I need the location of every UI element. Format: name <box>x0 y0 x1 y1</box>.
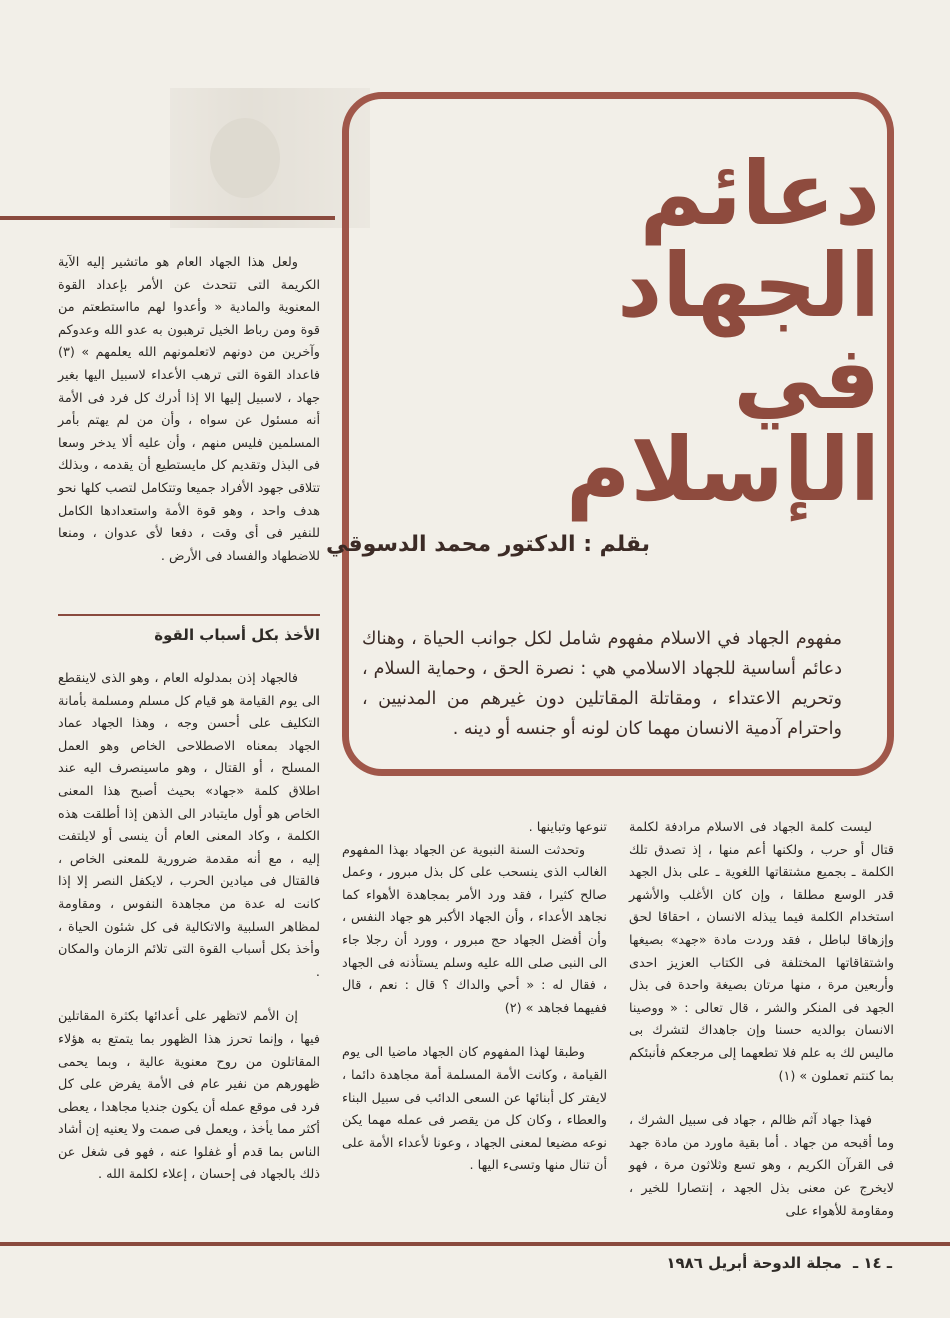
section-heading: الأخذ بكل أسباب القوة <box>154 626 320 644</box>
footer-divider <box>0 1242 950 1246</box>
top-divider <box>0 216 335 220</box>
faded-photo-strip <box>170 88 370 228</box>
paragraph: تنوعها وتباينها . <box>528 820 607 835</box>
title-line: الجهاد <box>617 234 880 337</box>
paragraph: فهذا جهاد آثم ظالم ، جهاد فى سبيل الشرك ، وما أقبحه من جهاد . أما بقية ماورد من مادة جهد فى القرآن الكريم ، وهو تسع وثلاثون مرة ، فهو لايخرج عن معنى بذل الجهد ، إنتصارا للخير ، ومقاومة للأهواء على <box>629 1113 894 1219</box>
section-divider <box>58 614 320 616</box>
right-column <box>629 817 894 1223</box>
paragraph: فالجهاد إذن بمدلوله العام ، وهو الذى لاينقطع الى يوم القيامة هو قيام كل مسلم ومسلمة بأمانة التكليف على أحسن وجه ، وهذا الجهاد عماد الجهاد بمعناه الاصطلاحى الخاص وهو العمل المسلح ، أو القتال ، وهو ماسينصرف اليه عند اطلاق كلمة «جهاد» بحيث أصبح هذا المعنى الخاص هو أول مايتبادر الى الذهن إذا أطلقت هذه الكلمة ، وكاد المعنى العام أن ينسى أو لايلتفت إليه ، مع أنه مقدمة ضرورية للمعنى الخاص ، فالقتال فى ميادين الحرب ، لايكفل النصر إلا إذا كانت له عدة من مجاهدة النفوس ، ومقاومة لمظاهر السلبية والاتكالية فى كل شئون الحياة ، وأخذ بكل أسباب القوة التى تلائم الزمان والمكان . <box>58 671 320 980</box>
left-column-bottom <box>58 668 320 1187</box>
page-footer <box>666 1254 892 1272</box>
magazine-issue: مجلة الدوحة أبريل ١٩٨٦ <box>666 1254 842 1272</box>
title-line: في <box>733 326 880 429</box>
left-column-top <box>58 252 320 568</box>
paragraph: وطبقا لهذا المفهوم كان الجهاد ماضيا الى يوم القيامة ، وكانت الأمة المسلمة أمة مجاهدة دائما ، لايفتر كل أبنائها عن السعى الدائب فى سبيل البناء والعطاء ، وكان كل من يقصر فى عمله مهما يكن نوعه مضيعا لمعنى الجهاد ، وعونا لأعداء الأمة على أن تنال منها وتسىء اليها . <box>342 1045 607 1174</box>
paragraph: ولعل هذا الجهاد العام هو ماتشير إليه الآية الكريمة التى تتحدث عن الأمر بإعداد القوة المعنوية والمادية « وأعدوا لهم مااستطعتم من قوة ومن رباط الخيل ترهبون به عدو الله وعدوكم وآخرين من دونهم لاتعلمونهم الله يعلمهم » (٣) فاعداد القوة التى ترهب الأعداء لاسبيل اليها بغير جهاد ، لاسبيل إليها الا إذا أدرك كل فرد فى الأمة أنه مسئول عن سواه ، وأن من لم يهتم بأمر المسلمين فليس منهم ، وأن عليه ألا يدخر وسعا فى البذل وتقديم كل مايستطيع أن يقدمه ، وبذلك تتلاقى جهود الأفراد جميعا وتتكامل لتصب كلها نحو هدف واحد ، وهو قوة الأمة واستعدادها الكامل للنفير فى أى وقت ، دفعا لأى عدوان ، ومنعا للاضطهاد والفساد فى الأرض . <box>58 255 320 564</box>
article-title <box>410 142 880 521</box>
paragraph: ليست كلمة الجهاد فى الاسلام مرادفة لكلمة قتال أو حرب ، ولكنها أعم منها ، إذ تصدق تلك الكلمة ـ بجميع مشتقاتها اللغوية ـ على بذل الجهد قدر الوسع مطلقا ، وإن كان الأغلب والأشهر استخدام الكلمة فيما يبذله الانسان ، احقاقا لحق وإزهاقا لباطل ، فقد وردت مادة «جهد» بصيغها واشتقاقاتها المختلفة فى الكتاب العزيز احدى وأربعين مرة ، منها مرتان بصيغة واحدة فى بذل الجهد فى المنكر والشر ، قال تعالى : « ووصينا الانسان بوالديه حسنا وإن جاهداك لتشرك بى ماليس لك به علم فلا تطعهما إلى مرجعكم فأنبئكم بما كنتم تعملون » (١) <box>629 820 894 1084</box>
intro-paragraph: مفهوم الجهاد في الاسلام مفهوم شامل لكل جوانب الحياة ، وهناك دعائم أساسية للجهاد الاسلامي هي : نصرة الحق ، وحماية السلام ، وتحريم الاعتداء ، ومقاتلة المقاتلين دون غيرهم من المدنيين ، واحترام آدمية الانسان مهما كان لونه أو جنسه أو دينه . <box>362 629 842 739</box>
middle-column <box>342 817 607 1178</box>
paragraph: وتحدثت السنة النبوية عن الجهاد بهذا المفهوم الغالب الذى ينسحب على كل بذل مبرور ، وعمل صالح كثيرا ، فقد ورد الأمر بمجاهدة الأهواء كما نجاهد الأعداء ، وأن الجهاد الأكبر هو جهاد النفس ، وأن أفضل الجهاد حج مبرور ، وورد أن رجلا جاء الى النبى صلى الله عليه وسلم يستأذنه فى الجهاد ، فقال له : « أحي والداك ؟ قال : نعم ، قال ففيهما فجاهد » (٢) <box>342 842 607 1016</box>
faded-portrait <box>210 118 280 198</box>
title-line: دعائم <box>639 142 880 245</box>
title-line: الإسلام <box>565 418 880 521</box>
author-byline: بقلم : الدكتور محمد الدسوقي <box>325 532 650 557</box>
paragraph: إن الأمم لاتظهر على أعدائها بكثرة المقاتلين فيها ، وإنما تحرز هذا الظهور بما يتمتع به هؤلاء المقاتلون من روح معنوية عالية ، وبما يحمى ظهورهم من نفير عام فى الأمة يفرض على كل فرد فى موقع عمله أن يكون جنديا مجاهدا ، يعطى أكثر مما يأخذ ، ويعمل فى صمت ولا يعنيه إن أشاد الناس بما قدم أو غفلوا عنه ، فهو فى شغل عن ذلك بالجهاد فى إحسان ، إعلاء لكلمة الله . <box>58 1009 320 1183</box>
page-number: ـ ١٤ ـ <box>852 1254 892 1272</box>
